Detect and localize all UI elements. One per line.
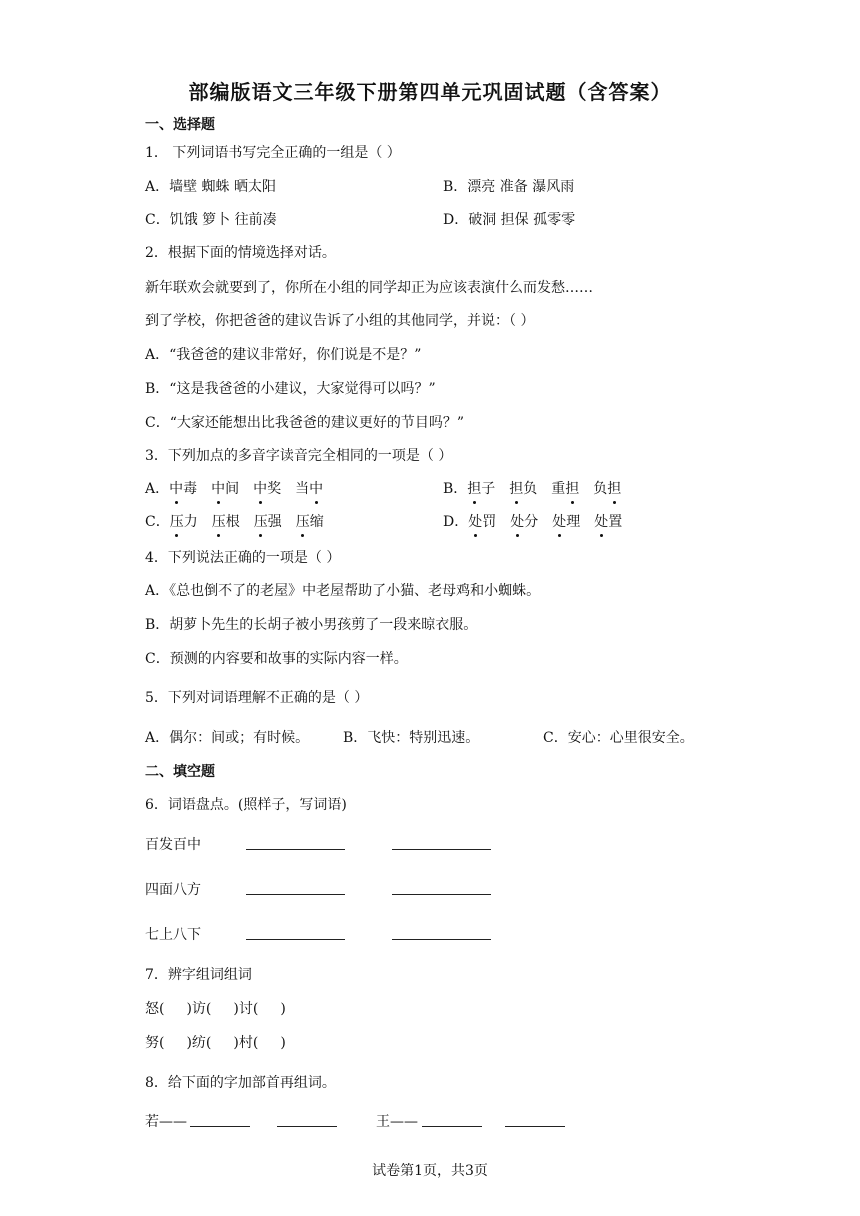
q3-dotted-char: 处 <box>552 511 566 531</box>
q3-word <box>169 481 197 497</box>
q3-word <box>467 481 495 497</box>
q3-word-part: 负 <box>593 481 608 497</box>
q3-dotted-char: 担 <box>467 478 481 498</box>
q6-stem: 6．词语盘点。(照样子，写词语) <box>145 797 347 813</box>
section-heading-choice: 一、选择题 <box>145 117 215 133</box>
q3-option-label: D． <box>443 514 469 530</box>
q6-blank[interactable] <box>392 835 491 850</box>
q2-stem: 2．根据下面的情境选择对话。 <box>145 245 336 261</box>
q3-word-part: 缩 <box>309 514 324 530</box>
q3-word <box>593 481 621 497</box>
q7-item: )村( <box>233 1035 259 1051</box>
q3-dotted-char: 中 <box>211 478 225 498</box>
q6-example-3: 七上八下 <box>145 927 201 943</box>
q1-option-a: A．墙壁 蜘蛛 晒太阳 <box>145 179 277 195</box>
q3-word-part: 负 <box>523 481 538 497</box>
q7-item: )讨( <box>233 1001 259 1017</box>
q3-dotted-char: 处 <box>510 511 524 531</box>
q7-item: ) <box>280 1035 286 1051</box>
q7-item: ) <box>280 1001 286 1017</box>
q8-blank[interactable] <box>277 1112 337 1127</box>
q4-stem: 4．下列说法正确的一项是（ ） <box>145 550 341 566</box>
q8-blank[interactable] <box>505 1112 565 1127</box>
q3-word <box>468 514 496 530</box>
q3-word-part: 重 <box>551 481 566 497</box>
q3-word <box>295 481 323 497</box>
q3-word-part: 间 <box>225 481 240 497</box>
q8-item-2: 王—— <box>376 1114 418 1130</box>
q3-option-label: B． <box>443 481 468 497</box>
q3-dotted-char: 压 <box>296 511 310 531</box>
q3-dotted-char: 压 <box>212 511 226 531</box>
q3-word-part: 罚 <box>482 514 497 530</box>
q3-word <box>296 514 324 530</box>
q3-word <box>551 481 579 497</box>
q3-word-part: 奖 <box>267 481 282 497</box>
q7-item: )纺( <box>186 1035 212 1051</box>
q1-option-d: D．破洞 担保 孤零零 <box>443 212 576 228</box>
q3-dotted-char: 压 <box>170 511 184 531</box>
q3-dotted-char: 处 <box>468 511 482 531</box>
q3-dotted-char: 中 <box>169 478 183 498</box>
q3-word <box>211 481 239 497</box>
q2-context-2: 到了学校，你把爸爸的建议告诉了小组的其他同学，并说：（ ） <box>145 313 535 329</box>
q7-item: )访( <box>186 1001 212 1017</box>
q3-word <box>552 514 580 530</box>
q3-word-part: 毒 <box>183 481 198 497</box>
q3-option-c <box>145 511 338 531</box>
q4-option-b: B．胡萝卜先生的长胡子被小男孩剪了一段来晾衣服。 <box>145 617 478 633</box>
q7-item: 怒( <box>145 1001 165 1017</box>
q6-example-1: 百发百中 <box>145 837 201 853</box>
q3-option-label: C． <box>145 514 170 530</box>
q6-blank[interactable] <box>246 880 345 895</box>
q2-option-a: A．“我爸爸的建议非常好，你们说是不是？” <box>145 347 422 363</box>
q3-word-part: 置 <box>608 514 623 530</box>
q4-option-a: A．《总也倒不了的老屋》中老屋帮助了小猫、老母鸡和小蜘蛛。 <box>145 583 541 599</box>
q3-dotted-char: 担 <box>509 478 523 498</box>
q6-blank[interactable] <box>392 880 491 895</box>
q3-option-b <box>443 478 635 498</box>
q3-word <box>212 514 240 530</box>
q3-word <box>509 481 537 497</box>
q3-option-d <box>443 511 636 531</box>
q3-option-label: A． <box>145 481 170 497</box>
q3-word-part: 力 <box>183 514 198 530</box>
q6-example-2: 四面八方 <box>145 882 201 898</box>
q6-blank[interactable] <box>246 925 345 940</box>
q3-dotted-char: 担 <box>607 478 621 498</box>
q3-dotted-char: 压 <box>254 511 268 531</box>
q4-option-c: C．预测的内容要和故事的实际内容一样。 <box>145 651 408 667</box>
q7-stem: 7．辨字组词组词 <box>145 967 252 983</box>
q3-word-part: 强 <box>267 514 282 530</box>
q8-stem: 8．给下面的字加部首再组词。 <box>145 1075 336 1091</box>
q8-blank[interactable] <box>190 1112 250 1127</box>
q7-item: 努( <box>145 1035 165 1051</box>
q5-option-a: A．偶尔：间或；有时候。 <box>145 730 310 746</box>
q2-context-1: 新年联欢会就要到了，你所在小组的同学却正为应该表演什么而发愁…… <box>145 280 593 296</box>
q3-word <box>253 481 281 497</box>
q3-dotted-char: 中 <box>253 478 267 498</box>
q7-row-1 <box>145 998 286 1018</box>
page-title: 部编版语文三年级下册第四单元巩固试题（含答案） <box>188 80 672 104</box>
q3-stem: 3．下列加点的多音字读音完全相同的一项是（ ） <box>145 448 453 464</box>
q3-word-part: 理 <box>566 514 581 530</box>
q6-blank[interactable] <box>392 925 491 940</box>
q3-dotted-char: 担 <box>565 478 579 498</box>
q1-option-b: B．漂亮 准备 瀑风雨 <box>443 179 575 195</box>
q3-word <box>170 514 198 530</box>
q6-blank[interactable] <box>246 835 345 850</box>
q1-option-c: C．饥饿 箩卜 往前凑 <box>145 212 277 228</box>
q2-option-b: B．“这是我爸爸的小建议，大家觉得可以吗？” <box>145 381 436 397</box>
page-footer: 试卷第1页，共3页 <box>372 1163 488 1179</box>
q3-word-part: 根 <box>225 514 240 530</box>
section-heading-fill: 二、填空题 <box>145 764 215 780</box>
q3-word-part: 当 <box>295 481 310 497</box>
q5-option-c: C．安心：心里很安全。 <box>543 730 694 746</box>
q3-word-part: 分 <box>524 514 539 530</box>
q3-word <box>510 514 538 530</box>
q3-word <box>254 514 282 530</box>
q3-word <box>594 514 622 530</box>
q7-row-2 <box>145 1032 286 1052</box>
q3-option-a <box>145 478 337 498</box>
q1-stem: 1． 下列词语书写完全正确的一组是（ ） <box>145 145 401 161</box>
q2-option-c: C．“大家还能想出比我爸爸的建议更好的节目吗？” <box>145 415 465 431</box>
q8-blank[interactable] <box>422 1112 482 1127</box>
q3-dotted-char: 中 <box>309 478 323 498</box>
q8-item-1: 若—— <box>145 1114 187 1130</box>
q3-dotted-char: 处 <box>594 511 608 531</box>
q5-option-b: B．飞快：特别迅速。 <box>343 730 480 746</box>
q5-stem: 5．下列对词语理解不正确的是（ ） <box>145 690 369 706</box>
q3-word-part: 子 <box>481 481 496 497</box>
